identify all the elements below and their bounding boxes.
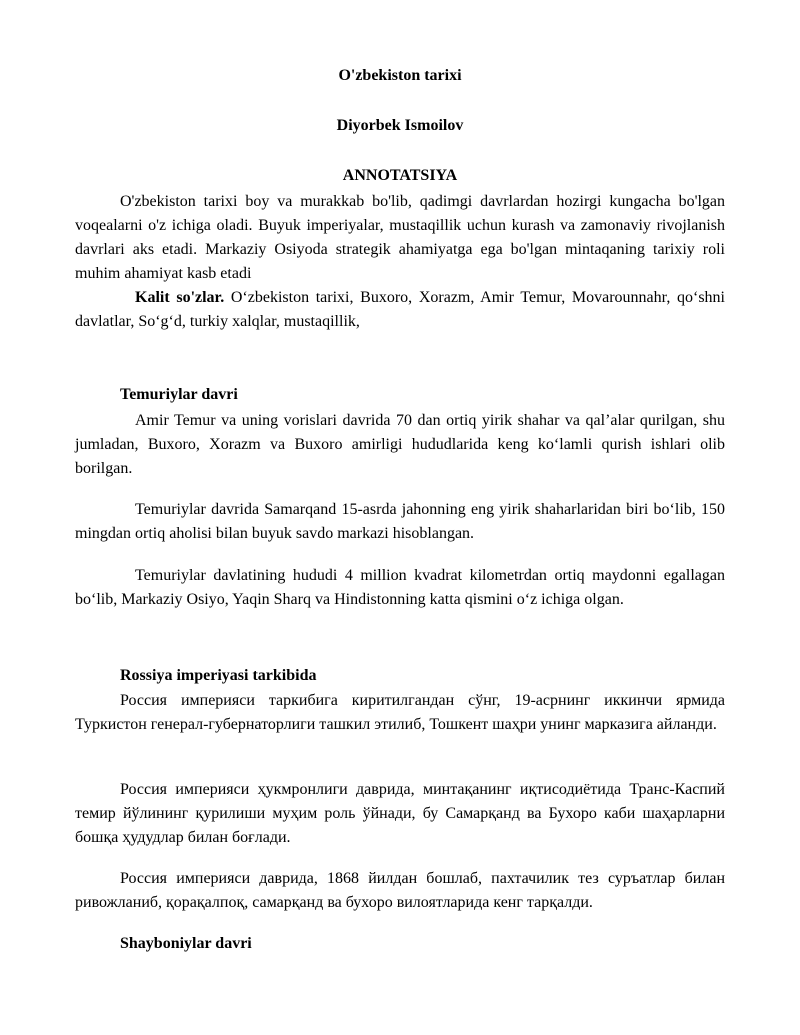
section-paragraph: Россия империяси таркибига киритилгандан сўнг, 19-асрнинг иккинчи ярмида Туркистон генерал-губернаторлиги ташкил этилиб, Тошкент шаҳри унинг марказига айланди. bbox=[75, 692, 725, 733]
keywords-paragraph bbox=[75, 286, 725, 334]
section-heading: Shayboniylar davri bbox=[120, 935, 252, 952]
abstract-paragraph: O'zbekiston tarixi boy va murakkab bo'lib, qadimgi davrlardan hozirgi kungacha bo'lgan voqealarni o'z ichiga oladi. Buyuk imperiyalar, mustaqillik uchun kurash va zamonaviy rivojlanish davrlari aks etadi. Markaziy Osiyoda strategik ahamiyatga ega bo'lgan mintaqaning tarixiy roli muhim ahamiyat kasb etadi bbox=[75, 193, 725, 282]
section-paragraph: Temuriylar davrida Samarqand 15-asrda jahonning eng yirik shaharlaridan biri bo‘lib, 150 mingdan ortiq aholisi bilan buyuk savdo markazi hisoblangan. bbox=[75, 501, 725, 542]
abstract-heading: ANNOTATSIYA bbox=[342, 167, 458, 184]
keywords-text: O‘zbekiston tarixi, Buxoro, Xorazm, Amir Temur, Movarounnahr, qo‘shni davlatlar, So‘g‘d, turkiy xalqlar, mustaqillik, bbox=[75, 289, 725, 330]
section-paragraph: Россия империяси даврида, 1868 йилдан бошлаб, пахтачилик тез суръатлар билан ривожланиб, қорақалпоқ, самарқанд ва бухоро вилоятларида кенг тарқалди. bbox=[75, 870, 725, 911]
section-heading: Temuriylar davri bbox=[120, 386, 238, 403]
keywords-label: Kalit so'zlar. bbox=[135, 289, 225, 306]
document-title: O'zbekiston tarixi bbox=[338, 67, 462, 84]
section-heading: Rossiya imperiyasi tarkibida bbox=[120, 667, 317, 684]
section-paragraph: Amir Temur va uning vorislari davrida 70 dan ortiq yirik shahar va qal’alar qurilgan, shu jumladan, Buxoro, Xorazm va Buxoro amirligi hududlarida keng ko‘lamli qurish ishlari olib borilgan. bbox=[75, 412, 725, 477]
document-author: Diyorbek Ismoilov bbox=[336, 117, 464, 134]
section-paragraph: Россия империяси ҳукмронлиги даврида, минтақанинг иқтисодиётида Транс-Каспий темир йўлининг қурилиши муҳим роль ўйнади, бу Самарқанд ва Бухоро каби шаҳарларни бошқа ҳудудлар билан боғлади. bbox=[75, 781, 725, 846]
section-paragraph: Temuriylar davlatining hududi 4 million kvadrat kilometrdan ortiq maydonni egallagan bo‘lib, Markaziy Osiyo, Yaqin Sharq va Hindistonning katta qismini o‘z ichiga olgan. bbox=[75, 567, 725, 608]
